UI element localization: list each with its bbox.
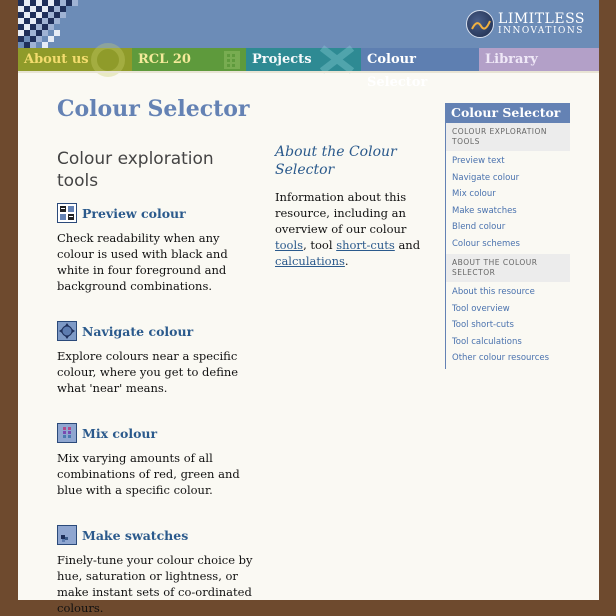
swatches-icon[interactable] bbox=[57, 525, 77, 545]
sidebar-tools-list bbox=[446, 151, 570, 254]
tab-colour-selector[interactable] bbox=[361, 48, 479, 90]
tab-projects-label: Projects bbox=[252, 52, 312, 67]
mix-icon[interactable] bbox=[57, 423, 77, 443]
about-column bbox=[275, 143, 435, 269]
tools-link[interactable]: tools bbox=[275, 238, 304, 252]
preview-colour-link[interactable]: Preview colour bbox=[82, 205, 186, 221]
sidebar bbox=[445, 103, 570, 369]
logo-text bbox=[498, 12, 585, 36]
tab-colour-selector-label: Colour Selector bbox=[367, 52, 428, 90]
mix-colour-description: Mix varying amounts of all combinations of red, green and blue with a specific colour. bbox=[57, 451, 240, 497]
sidebar-about-list bbox=[446, 282, 570, 369]
sidebar-item-other-resources[interactable]: Other colour resources bbox=[452, 353, 550, 363]
logo-line2: INNOVATIONS bbox=[498, 26, 584, 36]
make-swatches-link[interactable]: Make swatches bbox=[82, 527, 189, 543]
checker-pattern-icon bbox=[18, 0, 84, 48]
about-text-intro: Information about this resource, including an overview of our colour bbox=[275, 190, 407, 236]
sidebar-group-about: ABOUT THE COLOUR SELECTOR bbox=[446, 254, 570, 282]
about-text bbox=[275, 189, 435, 269]
tab-deco-icon bbox=[220, 48, 246, 71]
tab-library-label: Library bbox=[485, 52, 538, 67]
sidebar-item-make-swatches[interactable]: Make swatches bbox=[452, 205, 517, 216]
tools-heading: Colour exploration tools bbox=[57, 149, 214, 191]
page-title: Colour Selector bbox=[57, 96, 250, 122]
sidebar-item-mix-colour[interactable]: Mix colour bbox=[452, 189, 496, 199]
logo-line1: LIMITLESS bbox=[498, 11, 585, 27]
navigate-colour-link[interactable]: Navigate colour bbox=[82, 323, 194, 339]
preview-colour-description: Check readability when any colour is used with black and white in four foreground and background combinations. bbox=[57, 231, 228, 293]
tab-rcl-20[interactable] bbox=[132, 48, 246, 71]
tool-mix bbox=[57, 422, 257, 498]
logo-globe-icon bbox=[466, 10, 494, 38]
tool-swatches bbox=[57, 524, 257, 616]
header-banner bbox=[18, 0, 599, 48]
tab-rcl-20-label: RCL 20 bbox=[138, 52, 191, 67]
about-text-and: and bbox=[398, 238, 421, 252]
sidebar-item-tool-short-cuts[interactable]: Tool short-cuts bbox=[452, 320, 514, 330]
limitless-logo[interactable] bbox=[466, 8, 585, 40]
tab-deco-icon bbox=[312, 48, 362, 71]
about-text-end: . bbox=[344, 254, 349, 268]
tools-column bbox=[57, 148, 257, 616]
make-swatches-description: Finely-tune your colour choice by hue, saturation or lightness, or make instant sets of co-ordinated colours. bbox=[57, 553, 253, 615]
sidebar-item-tool-overview[interactable]: Tool overview bbox=[452, 303, 510, 314]
tool-navigate bbox=[57, 320, 257, 396]
sidebar-item-preview-text[interactable]: Preview text bbox=[452, 156, 505, 166]
tab-about-us-label: About us bbox=[24, 52, 89, 67]
short-cuts-link[interactable]: short-cuts bbox=[336, 238, 395, 252]
navigate-colour-description: Explore colours near a specific colour, where you get to define what 'near' means. bbox=[57, 349, 239, 395]
preview-icon[interactable] bbox=[57, 203, 77, 223]
sidebar-item-tool-calculations[interactable]: Tool calculations bbox=[452, 336, 522, 347]
sidebar-item-navigate-colour[interactable]: Navigate colour bbox=[452, 172, 520, 183]
tab-deco-icon bbox=[86, 48, 126, 71]
calculations-link[interactable]: calculations bbox=[275, 254, 345, 268]
sidebar-title[interactable]: Colour Selector bbox=[446, 103, 570, 123]
sidebar-item-blend-colour[interactable]: Blend colour bbox=[452, 222, 506, 232]
sidebar-group-tools: COLOUR EXPLORATION TOOLS bbox=[446, 123, 570, 151]
nav-divider bbox=[18, 71, 599, 73]
main-nav bbox=[18, 48, 599, 90]
mix-colour-link[interactable]: Mix colour bbox=[82, 425, 158, 441]
tab-projects[interactable] bbox=[246, 48, 361, 71]
sidebar-item-about-resource[interactable]: About this resource bbox=[452, 287, 535, 297]
tool-preview bbox=[57, 202, 257, 294]
sidebar-item-colour-schemes[interactable]: Colour schemes bbox=[452, 238, 520, 249]
tab-library[interactable] bbox=[479, 48, 599, 71]
page-frame bbox=[18, 0, 599, 615]
navigate-icon[interactable] bbox=[57, 321, 77, 341]
tab-about-us[interactable] bbox=[18, 48, 132, 71]
about-heading: About the Colour Selector bbox=[275, 144, 397, 178]
about-text-sep: , tool bbox=[303, 238, 333, 252]
